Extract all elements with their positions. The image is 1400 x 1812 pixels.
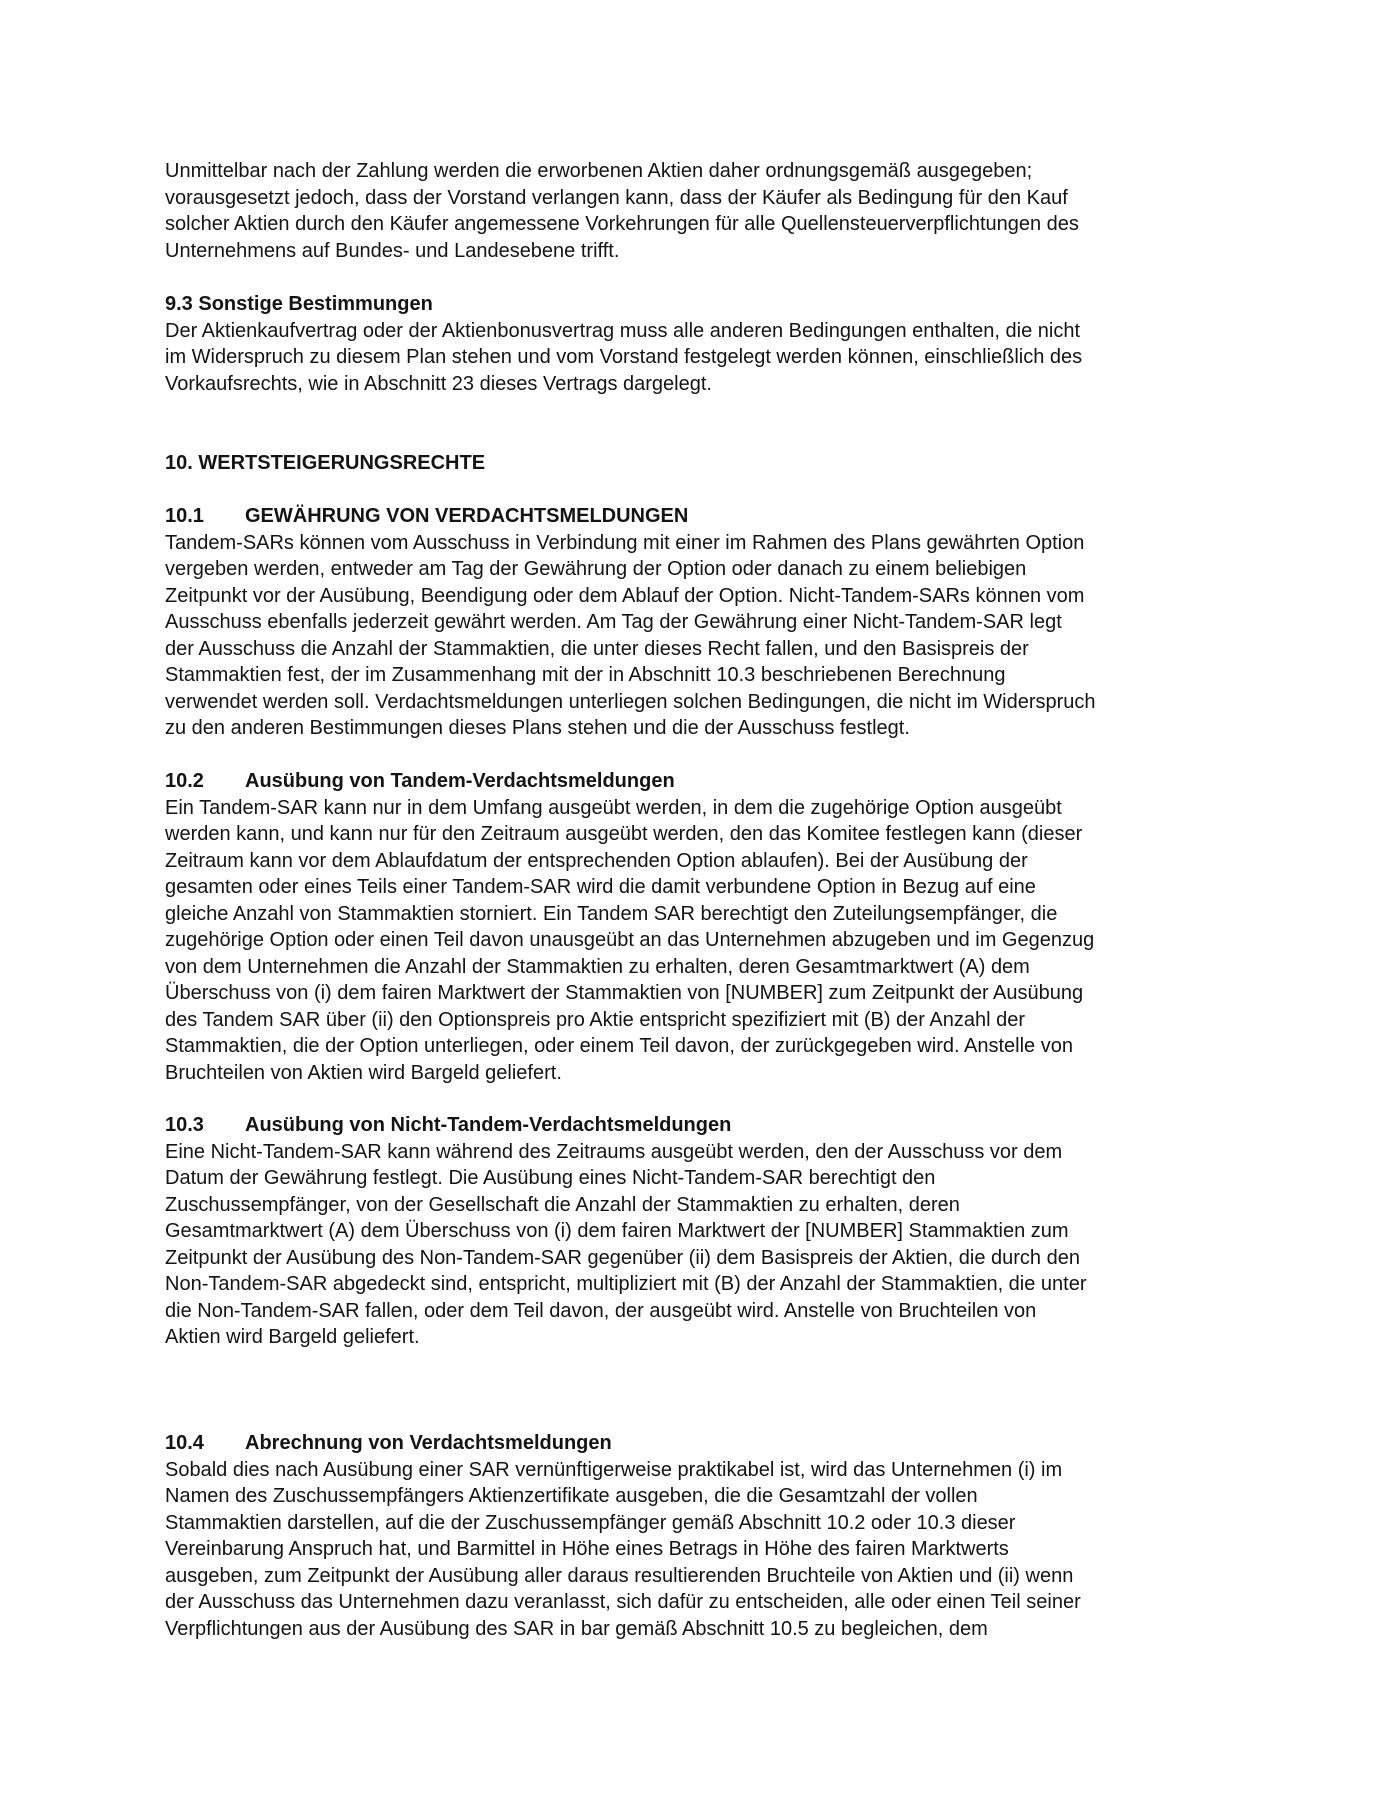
paragraph-line: Zeitraum kann vor dem Ablaufdatum der entsprechenden Option ablaufen). Bei der Ausübung der — [165, 849, 1028, 872]
paragraph-line: Vereinbarung Anspruch hat, und Barmittel in Höhe eines Betrags in Höhe des fairen Marktwerts — [165, 1538, 1009, 1560]
paragraph-line: der Ausschuss das Unternehmen dazu veranlasst, sich dafür zu entscheiden, alle oder einen Teil seiner — [165, 1591, 1081, 1613]
paragraph-line: Zeitpunkt vor der Ausübung, Beendigung oder dem Ablauf der Option. Nicht-Tandem-SARs können vom — [165, 584, 1085, 607]
section-number: 10.2 — [165, 770, 204, 792]
section-10-2 — [165, 768, 1265, 1086]
section-number: 10.3 — [165, 1114, 204, 1136]
paragraph-line: des Tandem SAR über (ii) den Optionspreis pro Aktie entspricht spezifiziert mit (B) der Anzahl der — [165, 1008, 1026, 1031]
paragraph-line: vorausgesetzt jedoch, dass der Vorstand verlangen kann, dass der Käufer als Bedingung für den Kauf — [165, 186, 1068, 209]
paragraph-line: Aktien wird Bargeld geliefert. — [165, 1326, 420, 1348]
section-title: Ausübung von Nicht-Tandem-Verdachtsmeldungen — [245, 1114, 732, 1136]
paragraph-line: gleiche Anzahl von Stammaktien storniert. Ein Tandem SAR berechtigt den Zuteilungsempfänger, die — [165, 902, 1058, 925]
section-number: 10.1 — [165, 505, 204, 527]
section-heading — [165, 1112, 1265, 1139]
paragraph-line: Ein Tandem-SAR kann nur in dem Umfang ausgeübt werden, in dem die zugehörige Option ausgeübt — [165, 796, 1062, 819]
paragraph-line: Unmittelbar nach der Zahlung werden die erworbenen Aktien daher ordnungsgemäß ausgegeben; — [165, 160, 1033, 182]
section-10 — [165, 450, 1265, 477]
section-heading — [165, 768, 1265, 795]
paragraph-line: ausgeben, zum Zeitpunkt der Ausübung aller daraus resultierenden Bruchteile von Aktien und (ii) wenn — [165, 1564, 1074, 1587]
paragraph-line: von dem Unternehmen die Anzahl der Stammaktien zu erhalten, deren Gesamtmarktwert (A) dem — [165, 955, 1030, 978]
paragraph-line: Datum der Gewährung festlegt. Die Ausübung eines Nicht-Tandem-SAR berechtigt den — [165, 1167, 936, 1189]
section-title: Ausübung von Tandem-Verdachtsmeldungen — [245, 770, 675, 792]
paragraph-line: werden kann, und kann nur für den Zeitraum ausgeübt werden, den das Komitee festlegen kann (dieser — [165, 823, 1083, 845]
intro-paragraph — [165, 158, 1265, 264]
paragraph-line: Gesamtmarktwert (A) dem Überschuss von (i) dem fairen Marktwert der [NUMBER] Stammaktien zum — [165, 1220, 1069, 1242]
section-number: 10.4 — [165, 1432, 204, 1454]
paragraph-line: der Ausschuss die Anzahl der Stammaktien, die unter dieses Recht fallen, und den Basispreis der — [165, 637, 1029, 660]
section-9-3 — [165, 291, 1265, 397]
paragraph-line: Überschuss von (i) dem fairen Marktwert der Stammaktien von [NUMBER] zum Zeitpunkt der Ausübung — [165, 982, 1084, 1004]
paragraph-line: Verpflichtungen aus der Ausübung des SAR in bar gemäß Abschnitt 10.5 zu begleichen, dem — [165, 1617, 988, 1640]
paragraph-line: vergeben werden, entweder am Tag der Gewährung der Option oder danach zu einem beliebigen — [165, 558, 1027, 580]
paragraph-line: Stammaktien darstellen, auf die der Zuschussempfänger gemäß Abschnitt 10.2 oder 10.3 dieser — [165, 1511, 1016, 1534]
paragraph-line: gesamten oder eines Teils einer Tandem-SAR wird die damit verbundene Option in Bezug auf eine — [165, 876, 1036, 898]
paragraph-line: Bruchteilen von Aktien wird Bargeld geliefert. — [165, 1061, 562, 1084]
paragraph-line: im Widerspruch zu diesem Plan stehen und vom Vorstand festgelegt werden können, einschließlich des — [165, 346, 1083, 368]
paragraph-line: Zuschussempfänger, von der Gesellschaft die Anzahl der Stammaktien zu erhalten, deren — [165, 1193, 960, 1216]
section-heading — [165, 503, 1265, 530]
section-heading — [165, 1430, 1265, 1457]
paragraph-line: zugehörige Option oder einen Teil davon unausgeübt an das Unternehmen abzugeben und im Gegenzug — [165, 929, 1095, 951]
paragraph-line: Non-Tandem-SAR abgedeckt sind, entspricht, multipliziert mit (B) der Anzahl der Stammaktien, die unter — [165, 1273, 1087, 1295]
paragraph-line: die Non-Tandem-SAR fallen, oder dem Teil davon, der ausgeübt wird. Anstelle von Bruchteilen von — [165, 1299, 1037, 1322]
paragraph-line: Tandem-SARs können vom Ausschuss in Verbindung mit einer im Rahmen des Plans gewährten Option — [165, 531, 1085, 554]
chapter-heading: 10. WERTSTEIGERUNGSRECHTE — [165, 452, 486, 474]
paragraph-line: Eine Nicht-Tandem-SAR kann während des Zeitraums ausgeübt werden, den der Ausschuss vor dem — [165, 1140, 1063, 1163]
paragraph-line: verwendet werden soll. Verdachtsmeldungen unterliegen solchen Bedingungen, die nicht im Widerspruch — [165, 690, 1096, 713]
section-10-3 — [165, 1112, 1265, 1351]
paragraph-line: Stammaktien fest, der im Zusammenhang mit der in Abschnitt 10.3 beschriebenen Berechnung — [165, 664, 1006, 686]
paragraph-line: Namen des Zuschussempfängers Aktienzertifikate ausgeben, die die Gesamtzahl der vollen — [165, 1485, 978, 1507]
section-10-4 — [165, 1430, 1265, 1642]
paragraph-line: Der Aktienkaufvertrag oder der Aktienbonusvertrag muss alle anderen Bedingungen enthalten, die nicht — [165, 319, 1081, 342]
paragraph-line: Ausschuss ebenfalls jederzeit gewährt werden. Am Tag der Gewährung einer Nicht-Tandem-SAR legt — [165, 611, 1062, 633]
paragraph-line: Stammaktien, die der Option unterliegen, oder einem Teil davon, der zurückgegeben wird. Anstelle von — [165, 1035, 1073, 1057]
paragraph-line: Unternehmens auf Bundes- und Landesebene trifft. — [165, 239, 620, 262]
section-10-1 — [165, 503, 1265, 742]
paragraph-line: Vorkaufsrechts, wie in Abschnitt 23 dieses Vertrags dargelegt. — [165, 372, 712, 395]
section-heading: 9.3 Sonstige Bestimmungen — [165, 293, 433, 315]
section-title: GEWÄHRUNG VON VERDACHTSMELDUNGEN — [245, 505, 689, 527]
paragraph-line: Zeitpunkt der Ausübung des Non-Tandem-SAR gegenüber (ii) dem Basispreis der Aktien, die durch den — [165, 1246, 1080, 1269]
paragraph-line: Sobald dies nach Ausübung einer SAR vernünftigerweise praktikabel ist, wird das Unternehmen (i) im — [165, 1458, 1063, 1481]
section-title: Abrechnung von Verdachtsmeldungen — [245, 1432, 612, 1454]
paragraph-line: zu den anderen Bestimmungen dieses Plans stehen und die der Ausschuss festlegt. — [165, 717, 910, 739]
paragraph-line: solcher Aktien durch den Käufer angemessene Vorkehrungen für alle Quellensteuerverpflichtungen des — [165, 213, 1079, 235]
